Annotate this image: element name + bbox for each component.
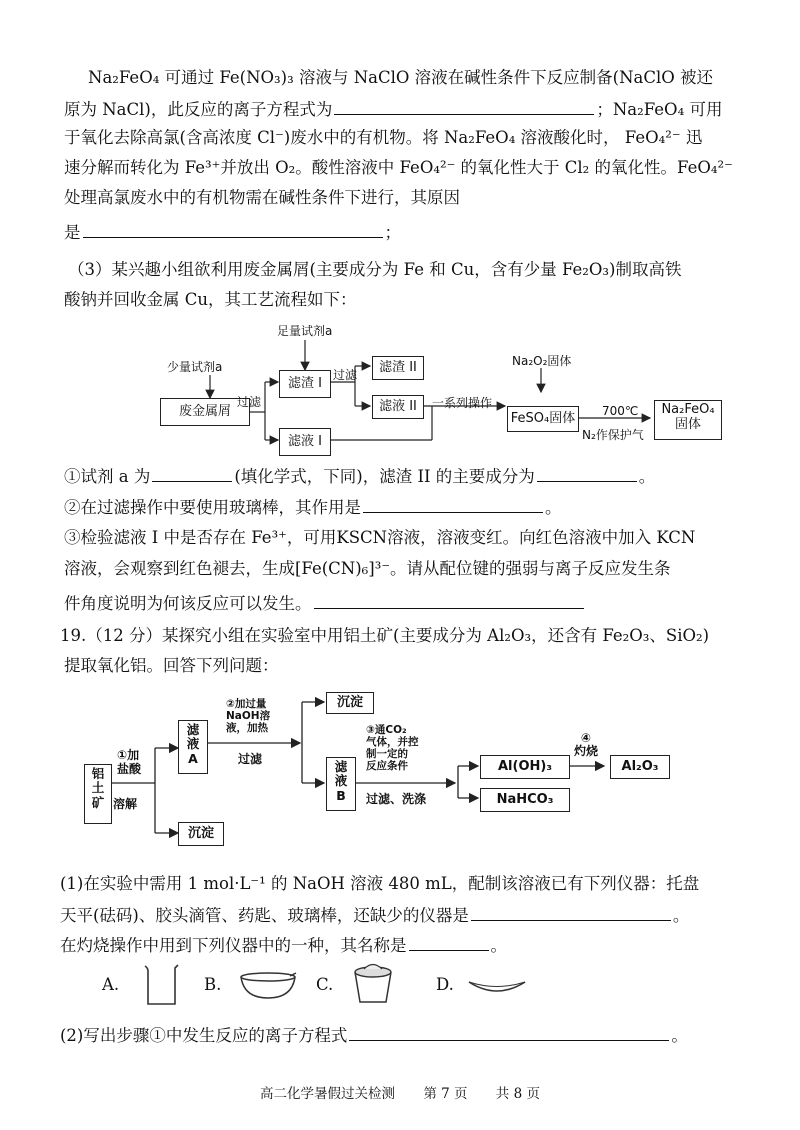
question-line — [60, 932, 740, 958]
para-line: Na₂FeO₄ 可通过 Fe(NO₃)₃ 溶液与 NaClO 溶液在碱性条件下反应制备(NaClO 被还 — [88, 68, 714, 87]
n2-label: N₂作保护气 — [582, 428, 644, 442]
question-line: (1)在实验中需用 1 mol·L⁻¹ 的 NaOH 溶液 480 mL，配制该溶液已有下列仪器：托盘 — [60, 874, 700, 893]
option-b-label: B. — [204, 975, 222, 994]
aloh3-box: Al(OH)₃ — [480, 755, 570, 779]
na2o2-label: Na₂O₂固体 — [512, 354, 572, 368]
text: ①试剂 a 为 — [64, 467, 151, 486]
text: ②在过滤操作中要使用玻璃棒，其作用是 — [64, 498, 361, 517]
para-line — [64, 219, 744, 245]
reagent-label: 少量试剂a — [167, 360, 223, 374]
bauxite-box: 铝 土 矿 — [84, 764, 112, 824]
footer-total: 共 8 页 — [495, 1086, 540, 1102]
text: (填化学式，下同)，滤渣 II 的主要成分为 — [234, 467, 535, 486]
question-line — [64, 590, 744, 616]
text: 在灼烧操作中用到下列仪器中的一种，其名称是 — [60, 936, 407, 955]
footer-title: 高二化学暑假过关检测 — [260, 1086, 396, 1102]
reagent-label: 足量试剂a — [277, 324, 333, 338]
question-line: 19.（12 分）某探究小组在实验室中用铝土矿(主要成分为 Al₂O₃，还含有 Fe₂O₃、SiO₂) — [60, 626, 710, 645]
option-a-label: A. — [102, 975, 120, 994]
watch-glass-icon[interactable] — [466, 976, 528, 998]
waste-metal-box: 废金属屑 — [160, 398, 250, 426]
text: 。 — [672, 906, 690, 925]
text: 。 — [545, 498, 562, 517]
answer-blank[interactable] — [409, 932, 489, 951]
filtrate1-box: 滤液 I — [279, 428, 331, 456]
filter-label: 过滤 — [238, 752, 263, 766]
text: ；Na₂FeO₄ 可用 — [596, 100, 723, 119]
crucible-icon[interactable] — [350, 962, 396, 1006]
text: 原为 NaCl)，此反应的离子方程式为 — [64, 100, 333, 119]
para-line: 于氧化去除高氯(含高浓度 Cl⁻)废水中的有机物。将 Na₂FeO₄ 溶液酸化时， FeO₄²⁻ 迅 — [64, 128, 703, 147]
text: 。 — [490, 936, 507, 955]
product-box: Na₂FeO₄ 固体 — [654, 400, 722, 440]
question-line: （3）某兴趣小组欲利用废金属屑(主要成分为 Fe 和 Cu，含有少量 Fe₂O₃)制取高铁 — [68, 260, 682, 279]
text: 。 — [638, 467, 656, 486]
text: 件角度说明为何该反应可以发生。 — [64, 594, 312, 613]
feso4-box: FeSO₄固体 — [507, 406, 579, 432]
answer-blank[interactable] — [152, 463, 232, 482]
answer-blank[interactable] — [471, 902, 671, 921]
para-line: 处理高氯废水中的有机物需在碱性条件下进行，其原因 — [64, 188, 460, 207]
residue2-box: 滤渣 II — [372, 356, 424, 380]
step3-label: ③通CO₂ 气体，并控 制一定的 反应条件 — [366, 724, 419, 772]
text: 。 — [671, 1026, 688, 1045]
evaporating-dish-icon[interactable] — [238, 970, 298, 1002]
answer-blank[interactable] — [314, 590, 584, 609]
beaker-icon[interactable] — [142, 962, 180, 1008]
question-line — [64, 463, 744, 489]
text: (2)写出步骤①中发生反应的离子方程式 — [60, 1026, 348, 1045]
temperature-label: 700℃ — [602, 404, 639, 418]
filter-label: 过滤 — [237, 395, 262, 409]
question-line: 酸钠并回收金属 Cu，其工艺流程如下： — [64, 290, 357, 309]
al2o3-box: Al₂O₃ — [610, 755, 670, 779]
answer-blank[interactable] — [349, 1022, 669, 1041]
precipitate-box: 沉淀 — [326, 692, 374, 714]
answer-blank[interactable] — [363, 494, 543, 513]
filtrate-b-box: 滤 液 B — [326, 757, 356, 811]
filter-label: 过滤 — [333, 368, 358, 382]
para-line — [64, 96, 744, 122]
text: ； — [384, 223, 401, 242]
answer-blank[interactable] — [537, 463, 637, 482]
question-line — [60, 1022, 740, 1048]
para-line: 速分解而转化为 Fe³⁺并放出 O₂。酸性溶液中 FeO₄²⁻ 的氧化性大于 Cl₂ 的氧化性。FeO₄²⁻ — [64, 158, 733, 177]
question-line: ③检验滤液 I 中是否存在 Fe³⁺，可用KSCN溶液，溶液变红。向红色溶液中加入 KCN — [64, 528, 696, 547]
text: 是 — [64, 223, 81, 242]
filter-wash-label: 过滤、洗涤 — [366, 792, 427, 806]
precipitate-box: 沉淀 — [178, 822, 224, 846]
residue1-box: 滤渣 I — [279, 370, 331, 398]
text: 天平(砝码)、胶头滴管、药匙、玻璃棒，还缺少的仪器是 — [60, 906, 469, 925]
filtrate-a-box: 滤 液 A — [178, 720, 208, 774]
option-d-label: D. — [436, 975, 454, 994]
step4-label: ④ 灼烧 — [574, 731, 599, 758]
option-c-label: C. — [316, 975, 334, 994]
footer-page: 第 7 页 — [423, 1086, 468, 1102]
question-line: 提取氧化铝。回答下列问题： — [64, 656, 279, 675]
dissolve-label: 溶解 — [113, 797, 138, 811]
nahco3-box: NaHCO₃ — [480, 788, 570, 812]
question-line — [60, 902, 740, 928]
filtrate2-box: 滤液 II — [372, 395, 424, 419]
answer-blank[interactable] — [334, 96, 594, 115]
answer-blank[interactable] — [83, 219, 383, 238]
page-footer — [0, 1082, 800, 1102]
question-line — [64, 494, 744, 520]
step2-label: ②加过量 NaOH溶 液，加热 — [226, 698, 271, 734]
step1-label: ①加 盐酸 — [117, 748, 142, 776]
question-line: 溶液，会观察到红色褪去，生成[Fe(CN)₆]³⁻。请从配位键的强弱与离子反应发生条 — [64, 559, 671, 578]
operations-label: 一系列操作 — [432, 396, 493, 410]
